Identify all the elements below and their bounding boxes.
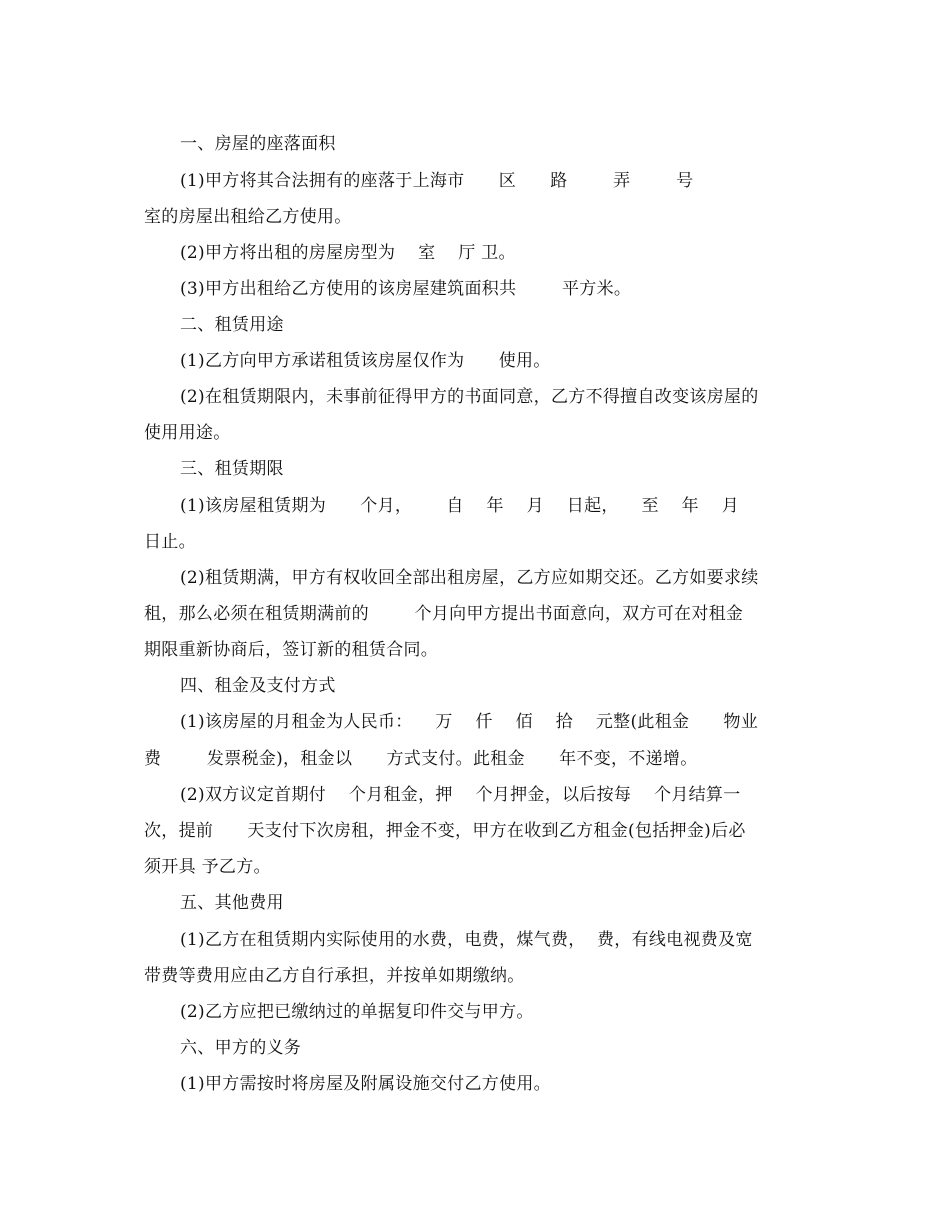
section-heading-6: 六、甲方的义务 (180, 1038, 302, 1058)
clause-1-1: (1)甲方将其合法拥有的座落于上海市 区 路 弄 号 (180, 171, 694, 191)
clause-1-1-cont: 室的房屋出租给乙方使用。 (144, 207, 352, 227)
clause-2-2-cont: 使用用途。 (144, 423, 231, 443)
clause-1-2: (2)甲方将出租的房屋房型为 室 厅 卫。 (180, 243, 516, 263)
section-heading-1: 一、房屋的座落面积 (180, 134, 336, 154)
section-heading-5: 五、其他费用 (180, 893, 284, 913)
clause-5-1: (1)乙方在租赁期内实际使用的水费，电费，煤气费， 费，有线电视费及宽 (180, 930, 753, 950)
clause-5-1-cont: 带费等费用应由乙方自行承担，并按单如期缴纳。 (144, 966, 525, 986)
section-heading-2: 二、租赁用途 (180, 315, 284, 335)
section-heading-3: 三、租赁期限 (180, 459, 284, 479)
clause-4-1: (1)该房屋的月租金为人民币： 万 仟 佰 拾 元整(此租金 物业 (180, 712, 759, 732)
section-heading-4: 四、租金及支付方式 (180, 676, 336, 696)
clause-1-3: (3)甲方出租给乙方使用的该房屋建筑面积共 平方米。 (180, 279, 632, 299)
clause-3-1-cont: 日止。 (144, 532, 196, 552)
clause-4-2-cont-1: 次，提前 天支付下次房租，押金不变，甲方在收到乙方租金(包括押金)后必 (144, 821, 746, 841)
clause-4-2-cont-2: 须开具 予乙方。 (144, 857, 271, 877)
clause-2-2: (2)在租赁期限内，未事前征得甲方的书面同意，乙方不得擅自改变该房屋的 (180, 387, 759, 407)
clause-5-2: (2)乙方应把已缴纳过的单据复印件交与甲方。 (180, 1002, 534, 1022)
clause-3-1: (1)该房屋租赁期为 个月， 自 年 月 日起， 至 年 月 (180, 496, 740, 516)
clause-3-2: (2)租赁期满，甲方有权收回全部出租房屋，乙方应如期交还。乙方如要求续 (180, 568, 759, 588)
clause-2-1: (1)乙方向甲方承诺租赁该房屋仅作为 使用。 (180, 351, 551, 371)
clause-4-1-cont: 费 发票税金)，租金以 方式支付。此租金 年不变，不递增。 (144, 749, 698, 769)
clause-3-2-cont-2: 期限重新协商后，签订新的租赁合同。 (144, 640, 439, 660)
clause-4-2: (2)双方议定首期付 个月租金，押 个月押金，以后按每 个月结算一 (180, 785, 741, 805)
clause-3-2-cont-1: 租，那么必须在租赁期满前的 个月向甲方提出书面意向，双方可在对租金 (144, 604, 744, 624)
clause-6-1: (1)甲方需按时将房屋及附属设施交付乙方使用。 (180, 1074, 551, 1094)
